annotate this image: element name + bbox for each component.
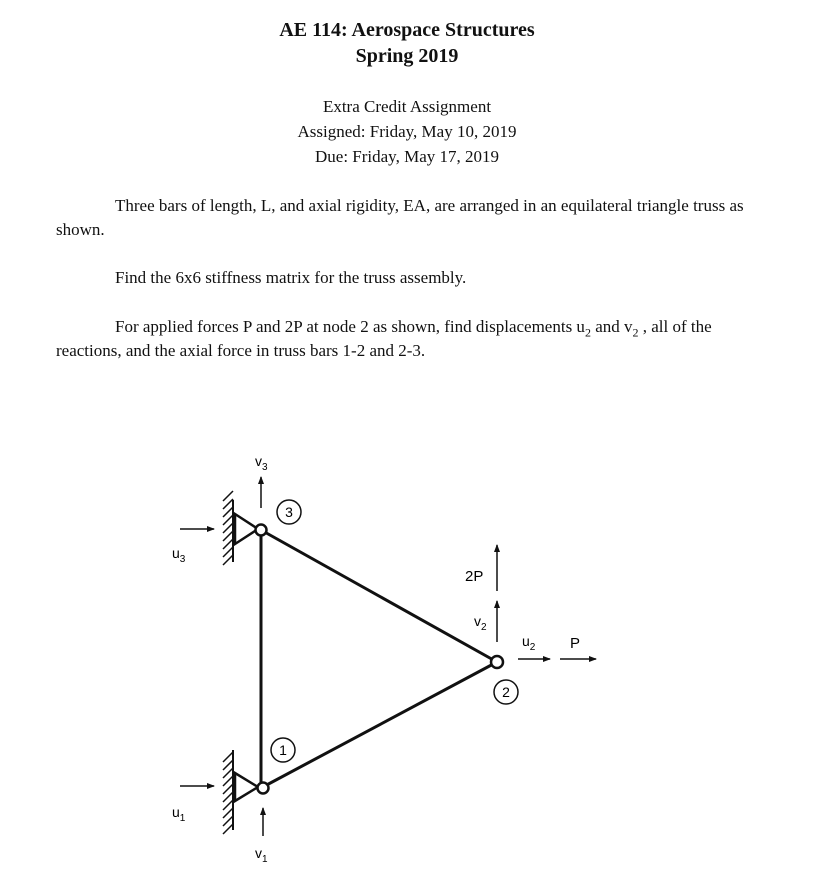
v2-subscript: 2	[632, 325, 639, 340]
svg-text:2: 2	[502, 684, 510, 700]
pin-support-node-3	[223, 491, 258, 565]
v1-label: $v_1$	[255, 845, 268, 865]
problem-text-3a: For applied forces P and 2P at node 2 as shown, find displacements u	[115, 317, 585, 336]
svg-text:1: 1	[279, 742, 287, 758]
svg-text:3: 3	[285, 504, 293, 520]
u2-label: $u_2$	[522, 633, 536, 653]
u1-label: $u_1$	[172, 804, 186, 824]
u3-label: $u_3$	[172, 545, 186, 565]
load-2p-label: 2P	[465, 568, 484, 585]
course-title: AE 114: Aerospace Structures	[279, 19, 535, 41]
problem-text-1: Three bars of length, L, and axial rigidity, EA, are arranged in an equilateral triangle truss as shown.	[56, 196, 744, 239]
joint-node-3	[256, 525, 267, 536]
term-title: Spring 2019	[355, 45, 459, 67]
bar-1-2	[261, 662, 497, 788]
pin-support-node-1	[223, 750, 258, 834]
v2-label: $v_2$	[474, 613, 487, 633]
u2-subscript: 2	[584, 325, 591, 340]
problem-text-3c: , all of the reactions, and the axial force in truss bars 1-2 and 2-3.	[56, 317, 712, 360]
problem-text-3b: and v	[590, 317, 633, 336]
joint-node-2	[491, 656, 503, 668]
problem-text-2: Find the 6x6 stiffness matrix for the truss assembly.	[115, 268, 467, 287]
v3-label: $v_3$	[255, 453, 268, 473]
joint-node-1	[258, 783, 269, 794]
due-date: Due: Friday, May 17, 2019	[315, 147, 499, 166]
bar-2-3	[261, 530, 497, 662]
node-3-label	[277, 500, 301, 524]
assignment-name: Extra Credit Assignment	[322, 97, 492, 116]
assigned-date: Assigned: Friday, May 10, 2019	[297, 122, 517, 141]
load-p-label: P	[570, 635, 581, 652]
node-2-label	[494, 680, 518, 704]
node-1-label	[271, 738, 295, 762]
